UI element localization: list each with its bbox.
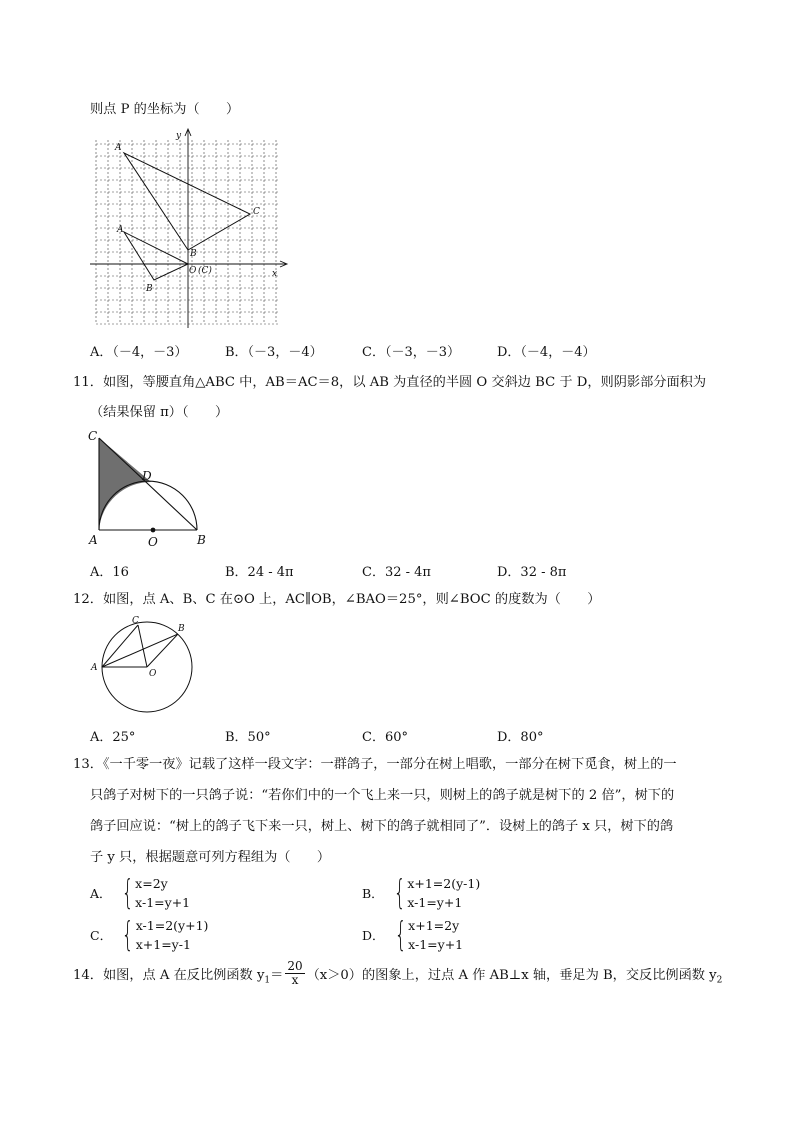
q11-stem-line2: （结果保留 π）（ ）	[90, 405, 229, 420]
q14-eq: ＝	[270, 968, 284, 983]
q13-option-d-label: D．	[362, 928, 385, 943]
q13-option-c-label: C．	[90, 928, 113, 943]
q13-option-a-eq1: x=2y	[135, 876, 168, 891]
q11-label-C: C	[88, 429, 98, 443]
q10-grid-figure	[90, 128, 290, 328]
q14-frac-num: 20	[287, 959, 303, 973]
q13-option-d-eq2: x-1=y+1	[408, 937, 464, 952]
q10-label-A1: A	[115, 143, 122, 153]
q13-option-c-eq2: x+1=y-1	[135, 937, 191, 952]
q10-option-c: C．（－3，－3）	[362, 345, 460, 360]
q12-label-B: B	[178, 624, 185, 634]
q14-sub2: 2	[716, 975, 723, 986]
q14-prefix: 14．如图，点 A 在反比例函数 y	[73, 968, 265, 983]
q10-label-x: x	[272, 269, 278, 279]
q12-option-b: B．50°	[225, 730, 271, 745]
q10-label-O: O	[189, 266, 197, 276]
q12-figure	[88, 614, 198, 714]
q13-option-b	[362, 874, 480, 912]
q11-label-A: A	[89, 533, 98, 547]
q14-frac-den: x	[291, 973, 299, 987]
q13-option-b-eq2: x-1=y+1	[407, 895, 463, 910]
q10-label-B: B	[146, 284, 153, 294]
q10-label-C1: C	[253, 207, 260, 217]
q13-stem-line1: 13．《一千零一夜》记载了这样一段文字：一群鸽子，一部分在树上唱歌，一部分在树下觅食，树上的一	[73, 757, 677, 772]
q13-option-a-eq2: x-1=y+1	[135, 895, 191, 910]
q13-option-d	[362, 916, 463, 954]
q10-label-B1: B	[190, 249, 197, 259]
q10-triangles	[124, 153, 250, 280]
q13-option-b-eq1: x+1=2(y-1)	[407, 876, 481, 891]
q12-option-d: D．80°	[497, 730, 544, 745]
q14-middle: （x＞0）的图象上，过点 A 作 AB⊥x 轴，垂足为 B，交反比例函数 y	[306, 968, 717, 983]
q13-option-d-eq1: x+1=2y	[408, 918, 460, 933]
q13-stem-line3: 鸽子回应说：“树上的鸽子飞下来一只，树上、树下的鸽子就相同了”．设树上的鸽子 x 只，树下的鸽	[90, 819, 674, 834]
q10-label-y: y	[176, 131, 182, 141]
q13-option-a-label: A．	[90, 886, 112, 901]
q13-option-a-brace: {	[121, 873, 134, 913]
q13-option-c	[90, 916, 208, 954]
q13-option-a	[90, 874, 190, 912]
q11-figure	[86, 428, 216, 548]
q13-option-b-brace: {	[393, 873, 406, 913]
q10-label-A: A	[117, 225, 124, 235]
q11-label-B: B	[197, 533, 206, 547]
q13-stem-line4: 子 y 只，根据题意可列方程组为（ ）	[90, 850, 331, 865]
q11-shaded-region	[99, 438, 151, 530]
q11-stem-line1: 11．如图，等腰直角△ABC 中，AB＝AC＝8，以 AB 为直径的半圆 O 交斜边 BC 于 D，则阴影部分面积为	[73, 375, 707, 390]
q11-center-dot	[151, 528, 156, 533]
q12-label-C: C	[132, 616, 139, 626]
q11-option-b: B．24 - 4π	[225, 565, 294, 580]
q12-option-a: A．25°	[90, 730, 136, 745]
q10-option-a: A．（－4，－3）	[90, 345, 188, 360]
q12-option-c: C．60°	[362, 730, 408, 745]
q12-label-A: A	[91, 663, 98, 673]
q11-option-d: D．32 - 8π	[497, 565, 567, 580]
q11-option-c: C．32 - 4π	[362, 565, 431, 580]
q11-label-D: D	[142, 469, 152, 483]
q11-option-a: A．16	[90, 565, 129, 580]
q10-option-b: B．（－3，－4）	[225, 345, 323, 360]
q13-stem-line2: 只鸽子对树下的一只鸽子说：“若你们中的一个飞上来一只，则树上的鸽子就是树下的 2 倍”，树下的	[90, 788, 675, 803]
q12-label-O: O	[149, 669, 157, 679]
q11-label-O: O	[148, 535, 158, 549]
q10-option-d: D．（－4，－4）	[497, 345, 596, 360]
q13-option-c-brace: {	[121, 915, 134, 955]
q14-fraction	[285, 960, 304, 987]
q14-stem-line1	[73, 959, 723, 991]
q13-option-c-eq1: x-1=2(y+1)	[135, 918, 209, 933]
q12-stem-line1: 12．如图，点 A、B、C 在⊙O 上，AC∥OB，∠BAO＝25°，则∠BOC 的度数为（ ）	[73, 592, 601, 607]
q13-option-d-brace: {	[394, 915, 407, 955]
q14-sub1: 1	[264, 975, 271, 986]
q10-stem-tail: 则点 P 的坐标为（ ）	[90, 102, 240, 117]
q13-option-b-label: B．	[362, 886, 384, 901]
q10-label-C: (C)	[198, 266, 212, 276]
